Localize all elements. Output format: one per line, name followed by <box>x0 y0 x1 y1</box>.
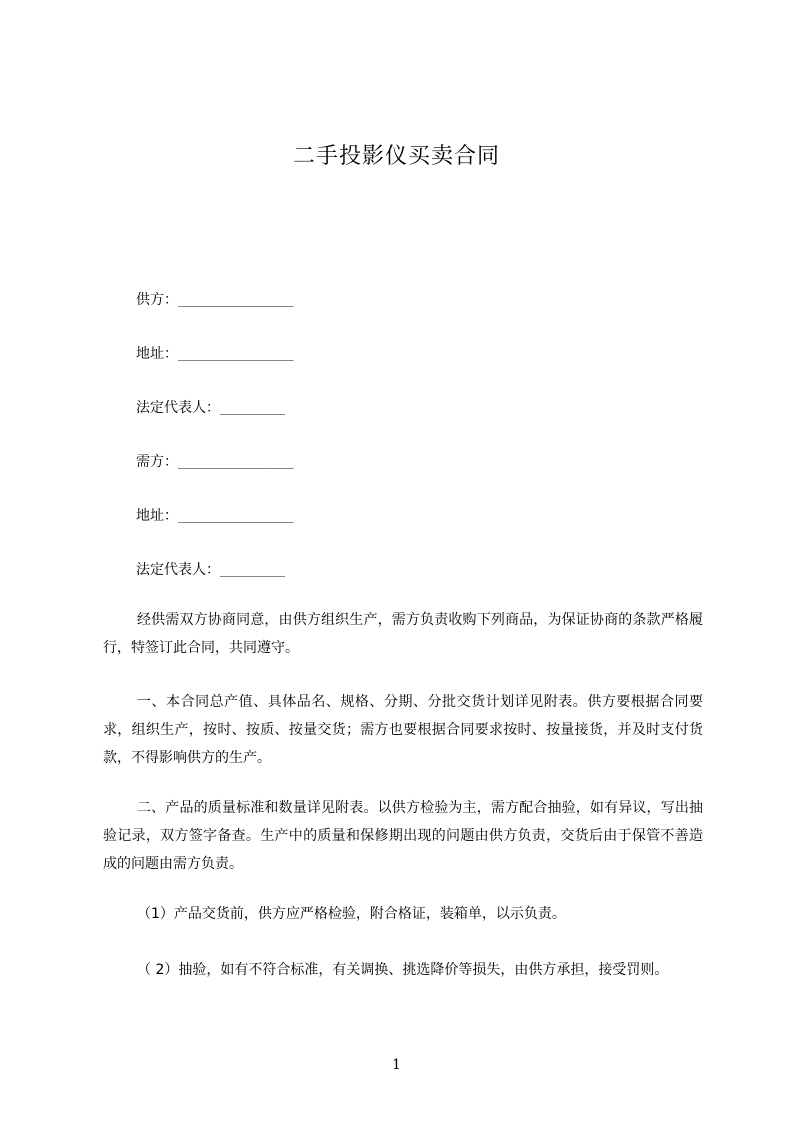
buyer-address-label: 地址： <box>136 508 178 524</box>
supplier-representative-label: 法定代表人： <box>136 400 220 416</box>
clause-1-paragraph: 一、本合同总产值、具体品名、规格、分期、分批交货计划详见附表。供方要根据合同要求，组织生产，按时、按质、按量交货；需方也要根据合同要求按时、按量接货，并及时支付货款，不得影响供方的生产。 <box>103 694 703 766</box>
buyer-representative-blank: _________ <box>220 563 286 577</box>
supplier-address-label: 地址： <box>136 346 178 362</box>
buyer-address-field <box>136 506 294 526</box>
clause-2-paragraph: 二、产品的质量标准和数量详见附表。以供方检验为主，需方配合抽验，如有异议，写出抽验记录，双方签字备查。生产中的质量和保修期出现的问题由供方负责，交货后由于保管不善造成的问题由需方负责。 <box>103 800 703 872</box>
item-2-paragraph: （ 2）抽验，如有不符合标准，有关调换、挑选降价等损失，由供方承担，接受罚则。 <box>137 962 669 978</box>
supplier-label: 供方： <box>136 292 178 308</box>
buyer-representative-label: 法定代表人： <box>136 562 220 578</box>
buyer-blank: ________________ <box>178 455 294 469</box>
item-1-paragraph: （1）产品交货前，供方应严格检验，附合格证，装箱单，以示负责。 <box>137 906 566 922</box>
buyer-address-blank: ________________ <box>178 509 294 523</box>
buyer-field <box>136 452 294 472</box>
buyer-label: 需方： <box>136 454 178 470</box>
supplier-blank: ________________ <box>178 293 294 307</box>
document-title: 二手投影仪买卖合同 <box>292 144 500 169</box>
page-number: 1 <box>392 1057 401 1073</box>
intro-paragraph: 经供需双方协商同意，由供方组织生产，需方负责收购下列商品，为保证协商的条款严格履行，特签订此合同，共同遵守。 <box>103 612 703 656</box>
buyer-representative-field <box>136 560 285 580</box>
supplier-field <box>136 290 294 310</box>
supplier-representative-blank: _________ <box>220 401 286 415</box>
supplier-address-blank: ________________ <box>178 347 294 361</box>
supplier-address-field <box>136 344 294 364</box>
supplier-representative-field <box>136 398 285 418</box>
